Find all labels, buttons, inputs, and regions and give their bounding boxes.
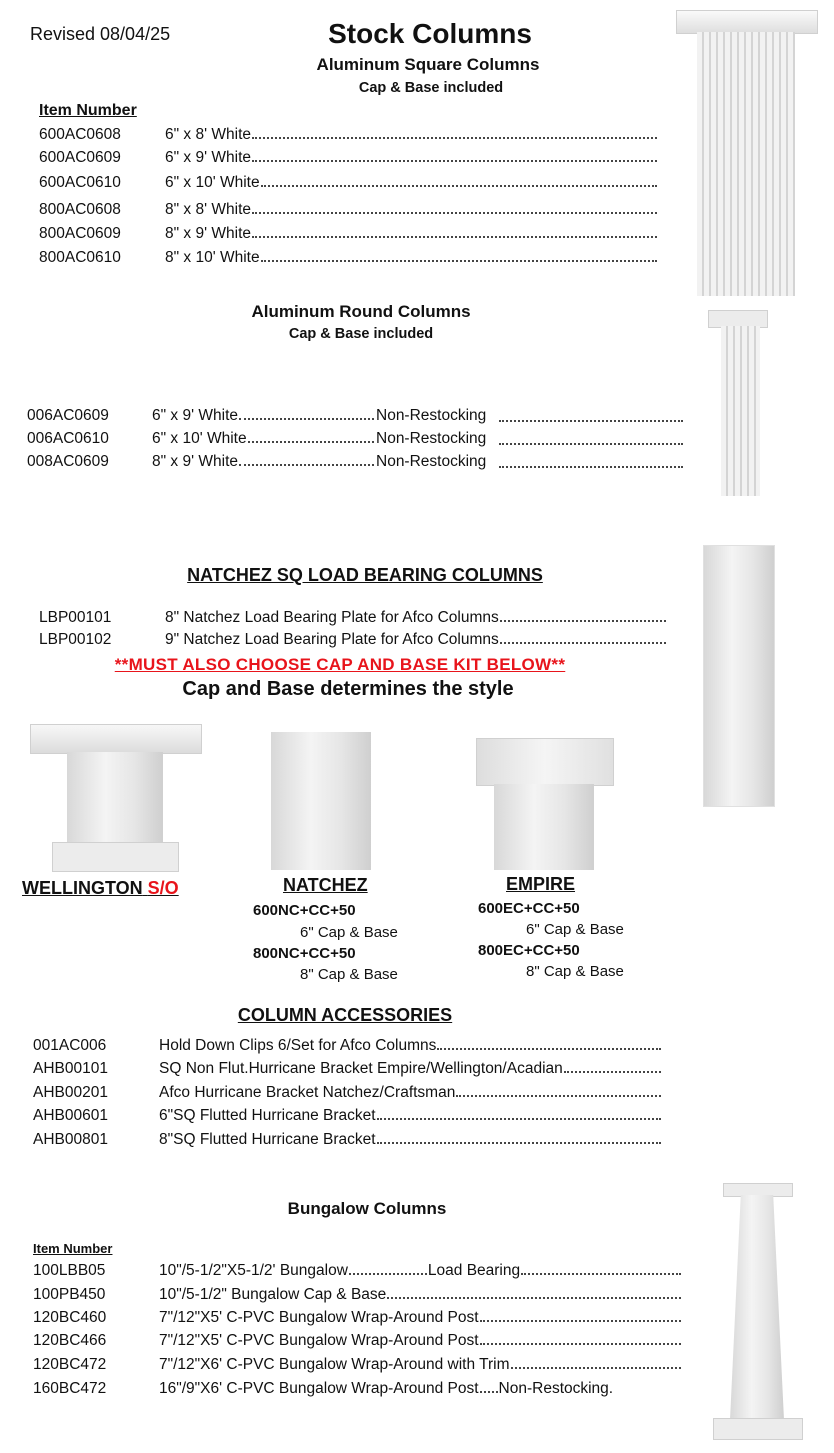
- natchez-desc-6: 6" Cap & Base: [300, 924, 398, 941]
- item-code: 100LBB05: [33, 1262, 106, 1279]
- dot-leader: [480, 1391, 498, 1393]
- natchez-code-6: 600NC+CC+50: [253, 902, 356, 919]
- item-code: 800AC0608: [39, 201, 121, 218]
- natchez-heading: NATCHEZ SQ LOAD BEARING COLUMNS: [187, 565, 543, 585]
- bungalow-table-row: [33, 1262, 682, 1282]
- round-table-row: [27, 407, 684, 427]
- item-code: 600AC0608: [39, 126, 121, 143]
- item-description: 10"/5-1/2" Bungalow Cap & Base: [159, 1286, 387, 1303]
- square-heading: Aluminum Square Columns: [316, 55, 540, 74]
- square-table-row: [39, 174, 658, 194]
- wellington-name: WELLINGTON: [22, 878, 143, 898]
- bungalow-heading: Bungalow Columns: [287, 1199, 447, 1218]
- dot-leader: [511, 1367, 681, 1369]
- item-note: Non-Restocking: [376, 430, 487, 447]
- item-description: 10"/5-1/2"X5-1/2' Bungalow: [159, 1262, 348, 1279]
- natchez-code-8: 800NC+CC+50: [253, 945, 356, 962]
- item-code: LBP00102: [39, 631, 112, 648]
- item-code: 006AC0610: [27, 430, 109, 447]
- item-description: 8" x 8' White: [165, 201, 251, 218]
- dot-leader: [499, 420, 683, 422]
- item-description: 7"/12"X5' C-PVC Bungalow Wrap-Around Post: [159, 1309, 479, 1326]
- dot-leader: [499, 466, 683, 468]
- dot-leader: [480, 1343, 681, 1345]
- item-description: Afco Hurricane Bracket Natchez/Craftsman: [159, 1084, 456, 1101]
- square-table-row: [39, 126, 658, 146]
- style-note: Cap and Base determines the style: [182, 678, 514, 700]
- item-description: 8" Natchez Load Bearing Plate for Afco Columns: [165, 609, 499, 626]
- item-code: 006AC0609: [27, 407, 109, 424]
- dot-leader: [437, 1048, 661, 1050]
- dot-leader: [500, 620, 666, 622]
- accessories-table-row: [33, 1037, 662, 1057]
- item-description: 8" x 10' White: [165, 249, 260, 266]
- special-order-tag: S/O: [147, 878, 179, 898]
- item-code: 001AC006: [33, 1037, 107, 1054]
- empire-desc-8: 8" Cap & Base: [526, 963, 624, 980]
- square-subheading: Cap & Base included: [358, 80, 504, 96]
- item-description: 7"/12"X6' C-PVC Bungalow Wrap-Around with Trim: [159, 1356, 510, 1373]
- bungalow-table-row: [33, 1332, 682, 1352]
- dot-leader: [261, 260, 657, 262]
- item-note: Non-Restocking: [376, 453, 487, 470]
- dot-leader: [252, 160, 657, 162]
- round-table-row: [27, 430, 684, 450]
- square-table-row: [39, 149, 658, 169]
- empire-desc-6: 6" Cap & Base: [526, 921, 624, 938]
- accessories-table-row: [33, 1060, 662, 1080]
- item-code: 120BC466: [33, 1332, 107, 1349]
- accessories-table-row: [33, 1084, 662, 1104]
- item-description: SQ Non Flut.Hurricane Bracket Empire/Wellington/Acadian: [159, 1060, 563, 1077]
- dot-leader: [252, 212, 657, 214]
- item-description: 6" x 9' White: [152, 407, 238, 424]
- item-description: 8"SQ Flutted Hurricane Bracket: [159, 1131, 376, 1148]
- item-code: 600AC0610: [39, 174, 121, 191]
- item-code: 120BC460: [33, 1309, 107, 1326]
- item-description: 8" x 9' White: [152, 453, 238, 470]
- square-table-row: [39, 249, 658, 269]
- item-note: Non-Restocking.: [498, 1380, 614, 1397]
- warning-text: **MUST ALSO CHOOSE CAP AND BASE KIT BELOW**: [114, 655, 566, 674]
- natchez-desc-8: 8" Cap & Base: [300, 966, 398, 983]
- item-code: 008AC0609: [27, 453, 109, 470]
- bungalow-table-row: [33, 1380, 682, 1400]
- item-description: 7"/12"X5' C-PVC Bungalow Wrap-Around Post: [159, 1332, 479, 1349]
- page-title: Stock Columns: [328, 18, 532, 49]
- item-code: 100PB450: [33, 1286, 106, 1303]
- dot-leader: [261, 185, 657, 187]
- item-code: 120BC472: [33, 1356, 107, 1373]
- dot-leader: [252, 137, 657, 139]
- accessories-table-row: [33, 1107, 662, 1127]
- round-subheading: Cap & Base included: [288, 326, 434, 342]
- dot-leader: [248, 441, 374, 443]
- item-note: Load Bearing: [427, 1262, 521, 1279]
- item-code: 800AC0610: [39, 249, 121, 266]
- natchez-style-name: NATCHEZ: [283, 875, 368, 895]
- item-code: AHB00201: [33, 1084, 108, 1101]
- wellington-label: [22, 878, 179, 899]
- natchez-table-row: [39, 631, 667, 651]
- accessories-table-row: [33, 1131, 662, 1151]
- empire-code-8: 800EC+CC+50: [478, 942, 580, 959]
- item-number-header: Item Number: [39, 102, 137, 119]
- item-description: 6"SQ Flutted Hurricane Bracket: [159, 1107, 376, 1124]
- empire-code-6: 600EC+CC+50: [478, 900, 580, 917]
- item-code: 800AC0609: [39, 225, 121, 242]
- dot-leader: [456, 1095, 661, 1097]
- natchez-table-row: [39, 609, 667, 629]
- round-heading: Aluminum Round Columns: [251, 302, 471, 321]
- item-code: 600AC0609: [39, 149, 121, 166]
- bungalow-table-row: [33, 1356, 682, 1376]
- item-description: 8" x 9' White: [165, 225, 251, 242]
- accessories-heading: COLUMN ACCESSORIES: [237, 1005, 453, 1025]
- dot-leader: [239, 418, 374, 420]
- item-description: Hold Down Clips 6/Set for Afco Columns: [159, 1037, 437, 1054]
- item-description: 6" x 8' White: [165, 126, 251, 143]
- item-code: 160BC472: [33, 1380, 107, 1397]
- square-table-row: [39, 225, 658, 245]
- dot-leader: [564, 1071, 661, 1073]
- square-table-row: [39, 201, 658, 221]
- item-description: 6" x 10' White: [165, 174, 260, 191]
- bungalow-item-number-header: Item Number: [33, 1241, 113, 1256]
- bungalow-table-row: [33, 1286, 682, 1306]
- empire-style-name: EMPIRE: [506, 874, 576, 894]
- item-description: 9" Natchez Load Bearing Plate for Afco Columns: [165, 631, 499, 648]
- item-code: AHB00801: [33, 1131, 108, 1148]
- dot-leader: [252, 236, 657, 238]
- item-code: LBP00101: [39, 609, 112, 626]
- item-note: Non-Restocking: [376, 407, 487, 424]
- dot-leader: [377, 1118, 661, 1120]
- revised-date: Revised 08/04/25: [30, 24, 171, 44]
- dot-leader: [480, 1320, 681, 1322]
- dot-leader: [239, 464, 374, 466]
- bungalow-table-row: [33, 1309, 682, 1329]
- dot-leader: [521, 1273, 681, 1275]
- item-description: 6" x 10' White: [152, 430, 247, 447]
- item-code: AHB00101: [33, 1060, 108, 1077]
- dot-leader: [500, 642, 666, 644]
- dot-leader: [377, 1142, 661, 1144]
- item-description: 6" x 9' White: [165, 149, 251, 166]
- item-description: 16"/9"X6' C-PVC Bungalow Wrap-Around Post: [159, 1380, 479, 1397]
- dot-leader: [499, 443, 683, 445]
- dot-leader: [349, 1273, 427, 1275]
- dot-leader: [387, 1297, 681, 1299]
- round-table-row: [27, 453, 684, 473]
- item-code: AHB00601: [33, 1107, 108, 1124]
